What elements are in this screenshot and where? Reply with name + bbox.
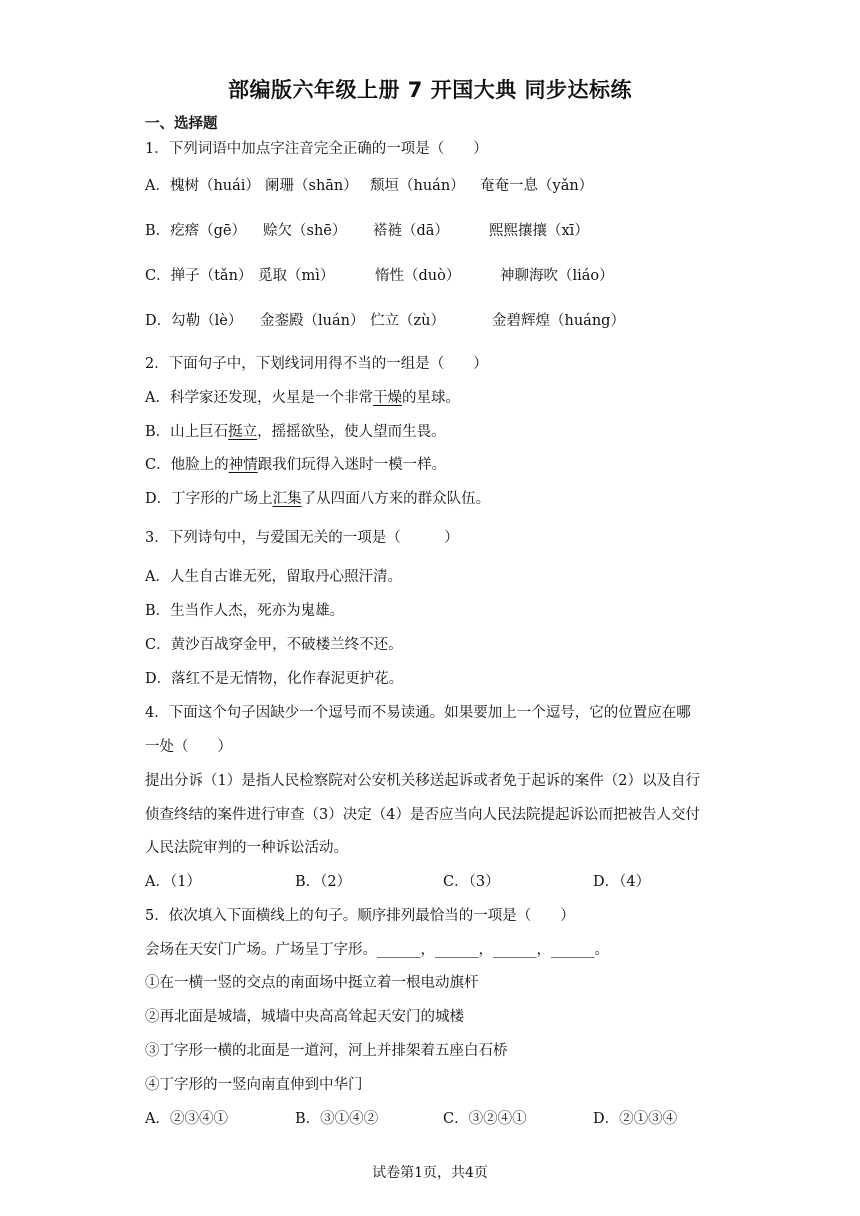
option-text: 了从四面八方来的群众队伍。 — [301, 491, 491, 507]
option-cell: 伫立（zù） — [370, 313, 445, 329]
question-2-option-a — [145, 388, 460, 408]
question-4-passage-line: 提出分诉（1）是指人民检察院对公安机关移送起诉或者免于起诉的案件（2）以及自行 — [145, 773, 700, 789]
option-text: B．山上巨石 — [145, 424, 229, 440]
option-cell: D．勾勒（lè） — [145, 313, 243, 329]
option-text: C．他脸上的 — [145, 457, 229, 473]
option-cell: 赊欠（shē） — [263, 223, 347, 239]
option-cell: C．掸子（tǎn） — [145, 268, 253, 284]
question-5-item-4: ④丁字形的一竖向南直伸到中华门 — [145, 1077, 363, 1093]
option-b: B．③①④② — [295, 1111, 379, 1127]
option-cell: 阑珊（shān） — [265, 178, 358, 194]
question-2-stem: 2．下面句子中，下划线词用得不当的一组是（ ） — [145, 356, 488, 372]
question-4-passage-line: 人民法院审判的一种诉讼活动。 — [145, 840, 348, 856]
question-3-option-d: D．落红不是无情物，化作春泥更护花。 — [145, 671, 404, 687]
option-cell: 奄奄一息（yǎn） — [480, 178, 594, 194]
question-3-option-a: A．人生自古谁无死，留取丹心照汗清。 — [145, 569, 402, 585]
question-4-stem-line-2: 一处（ ） — [145, 739, 232, 755]
question-1-stem: 1．下列词语中加点字注音完全正确的一项是（ ） — [145, 141, 488, 157]
question-2-option-d — [145, 489, 490, 509]
question-5-stem: 5．依次填入下面横线上的句子。顺序排列最恰当的一项是（ ） — [145, 908, 575, 924]
option-c: C．③②④① — [443, 1111, 527, 1127]
section-heading: 一、选择题 — [145, 116, 218, 132]
question-2-option-c — [145, 455, 446, 475]
option-text: 跟我们玩得入迷时一模一样。 — [257, 457, 447, 473]
question-3-option-c: C．黄沙百战穿金甲，不破楼兰终不还。 — [145, 637, 403, 653]
option-text: A．科学家还发现，火星是一个非常 — [145, 390, 373, 406]
question-5-item-2: ②再北面是城墙，城墙中央高高耸起天安门的城楼 — [145, 1009, 464, 1025]
option-cell: 颓垣（huán） — [370, 178, 465, 194]
option-b: B．（2） — [295, 874, 352, 890]
underlined-word: 汇集 — [272, 491, 302, 507]
option-text: D．丁字形的广场上 — [145, 491, 273, 507]
option-cell: 褡裢（dā） — [373, 223, 449, 239]
question-5-item-1: ①在一横一竖的交点的南面场中挺立着一根电动旗杆 — [145, 975, 479, 991]
option-cell: 惰性（duò） — [375, 268, 461, 284]
page-title: 部编版六年级上册 7 开国大典 同步达标练 — [227, 78, 633, 102]
option-text: ，摇摇欲坠，使人望而生畏。 — [257, 424, 446, 440]
option-cell: 神聊海吹（liáo） — [500, 268, 614, 284]
question-5-item-3: ③丁字形一横的北面是一道河，河上并排架着五座白石桥 — [145, 1043, 508, 1059]
question-3-option-b: B．生当作人杰，死亦为鬼雄。 — [145, 603, 345, 619]
option-a: A．②③④① — [145, 1111, 228, 1127]
question-5-context: 会场在天安门广场。广场呈丁字形。______，______，______，______。 — [145, 942, 609, 958]
option-cell: 金銮殿（luán） — [260, 313, 365, 329]
option-c: C．（3） — [443, 874, 500, 890]
option-cell: 觅取（mì） — [258, 268, 335, 284]
option-cell: 金碧辉煌（huáng） — [492, 313, 625, 329]
question-4-stem-line-1: 4．下面这个句子因缺少一个逗号而不易读通。如果要加上一个逗号，它的位置应在哪 — [145, 705, 691, 721]
underlined-word: 挺立 — [228, 424, 258, 440]
option-cell: A．槐树（huái） — [145, 178, 260, 194]
underlined-word: 干燥 — [372, 390, 402, 406]
question-4-passage-line: 侦查终结的案件进行审查（3）决定（4）是否应当向人民法院提起诉讼而把被告人交付 — [145, 807, 700, 823]
question-3-stem: 3．下列诗句中，与爱国无关的一项是（ ） — [145, 530, 459, 546]
option-cell: B．疙瘩（gē） — [145, 223, 247, 239]
option-d: D．（4） — [593, 874, 651, 890]
question-2-option-b — [145, 422, 446, 442]
option-cell: 熙熙攘攘（xī） — [489, 223, 589, 239]
page-footer: 试卷第1页，共4页 — [372, 1165, 488, 1181]
option-a: A．（1） — [145, 874, 201, 890]
underlined-word: 神情 — [228, 457, 258, 473]
option-text: 的星球。 — [401, 390, 460, 406]
option-d: D．②①③④ — [593, 1111, 678, 1127]
